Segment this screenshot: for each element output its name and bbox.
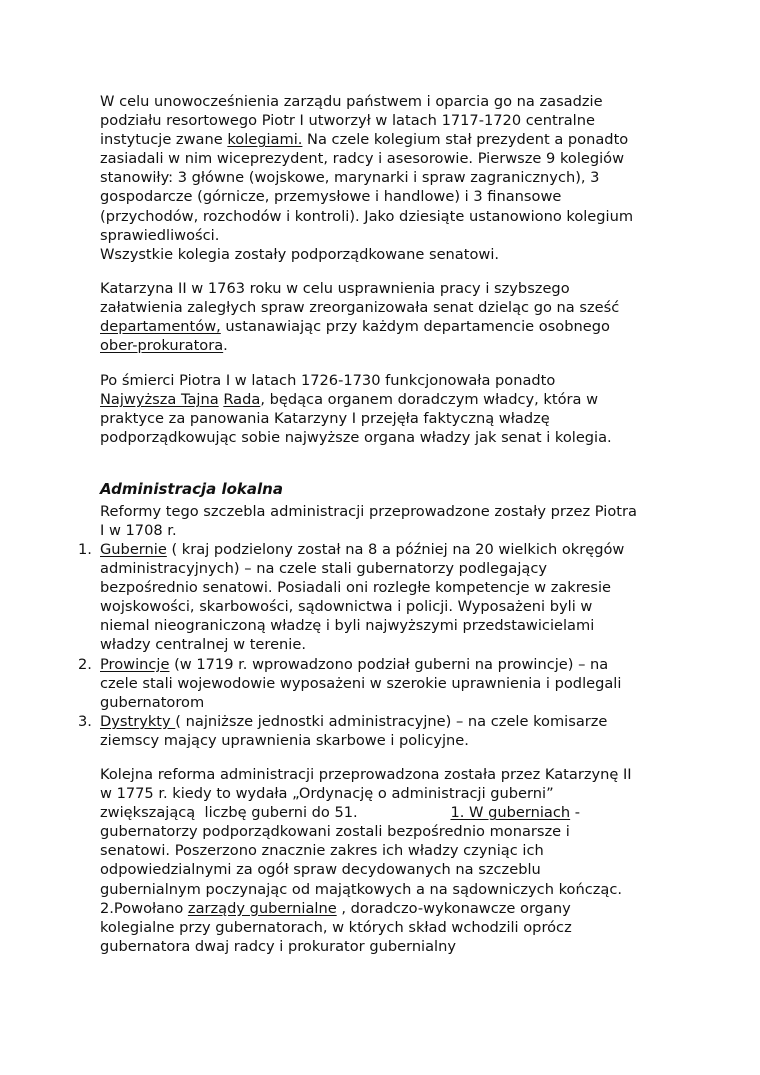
list-item-text: (w 1719 r. wprowadzono podział guberni na prowincje) – na czele stali wojewodowie wyposażeni w szerokie uprawnienia i podlegali gubernatorom <box>100 655 622 711</box>
paragraph-tajna-rada <box>100 371 680 447</box>
section-intro: Reformy tego szczebla administracji przeprowadzone zostały przez Piotra I w 1708 r. <box>100 503 637 540</box>
list-item <box>70 540 680 655</box>
list-number: 3. <box>78 712 92 730</box>
list-number: 1. <box>78 541 92 558</box>
paragraph-text: - gubernatorzy podporządkowani zostali bezpośrednio monarsze i senatowi. Poszerzono znacznie zakres ich władzy czyniąc ich odpowiedzialnymi za ogół spraw decydowanych na szczeblu gubernialnym poczynając od majątkowych a na sądowniczych kończąc. 2.Powołano <box>100 804 622 917</box>
list-item-text: ( kraj podzielony został na 8 a później na 20 wielkich okręgów administracyjnych) – na czele stali gubernatorzy podlegający bezpośrednio senatowi. Posiadali oni rozległe kompetencje w zakresie wojskowości, skarbowości, sądownictwa i policji. Wyposażeni byli w niemal nieograniczoną władzę i byli najwyższymi przedstawicielami władzy centralnej w terenie. <box>100 541 625 654</box>
link-w-guberniach[interactable]: 1. W guberniach <box>450 804 571 822</box>
list-item <box>70 712 680 750</box>
list-item <box>70 655 680 712</box>
link-najwyzsza-tajna[interactable]: Najwyższa Tajna <box>100 391 219 409</box>
paragraph-katarzyna-senat <box>100 279 680 355</box>
paragraph-text: Po śmierci Piotra I w latach 1726-1730 funkcjonowała ponadto <box>100 372 556 389</box>
list-number: 2. <box>78 655 92 673</box>
list-item-text: ( najniższe jednostki administracyjne) – na czele komisarze ziemscy mający uprawnienia skarbowe i policyjne. <box>100 712 608 749</box>
link-departamentow[interactable]: departamentów, <box>100 318 221 336</box>
paragraph-kolegia <box>100 92 680 264</box>
paragraph-text: . <box>223 337 228 355</box>
paragraph-text: Katarzyna II w 1763 roku w celu usprawnienia pracy i szybszego załatwienia zaległych spraw zreorganizowała senat dzieląc go na sześć <box>100 280 620 317</box>
link-gubernie[interactable]: Gubernie <box>100 541 167 558</box>
section-heading: Administracja lokalna <box>100 480 283 498</box>
link-prowincje[interactable]: Prowincje <box>100 655 170 673</box>
paragraph-ordynacja <box>100 765 680 956</box>
reform-list <box>70 540 680 750</box>
paragraph-text: , doradczo-wykonawcze organy kolegialne przy gubernatorach, w których skład wchodzili oprócz gubernatora dwaj radcy i prokurator gubernialny <box>100 899 572 955</box>
link-rada[interactable]: Rada <box>223 391 261 409</box>
paragraph-text: Na czele kolegium stał prezydent a ponadto zasiadali w nim wiceprezydent, radcy i asesorowie. Pierwsze 9 kolegiów stanowiły: 3 główne (wojskowe, marynarki i spraw zagranicznych), 3 gospodarcze (górnicze, przemysłowe i handlowe) i 3 finansowe (przychodów, rozchodów i kontroli). Jako dziesiąte ustanowiono kolegium sprawiedliwości. Wszystkie kolegia zostały podporządkowane senatowi. <box>100 131 634 263</box>
link-zarzady-gubernialne[interactable]: zarządy gubernialne <box>187 899 337 917</box>
link-kolegiami[interactable]: kolegiami. <box>227 131 303 149</box>
paragraph-text: , będąca organem doradczym władcy, która w praktyce za panowania Katarzyny I przejęła faktyczną władzę podporządkowując sobie najwyższe organa władzy jak senat i kolegia. <box>100 391 612 447</box>
paragraph-text: Kolejna reforma administracji przeprowadzona została przez Katarzynę II w 1775 r. kiedy to wydała „Ordynację o administracji guberni” zwiększającą liczbę guberni do 51. <box>100 766 632 822</box>
paragraph-text: ustanawiając przy każdym departamencie osobnego <box>225 318 610 336</box>
paragraph-text: W celu unowocześnienia zarządu państwem i oparcia go na zasadzie podziału resortowego Piotr I utworzył w latach 1717-1720 centralne instytucje zwane <box>100 93 603 149</box>
link-dystrykty[interactable]: Dystrykty <box>100 712 176 730</box>
link-ober-prokuratora[interactable]: ober-prokuratora <box>100 337 224 355</box>
